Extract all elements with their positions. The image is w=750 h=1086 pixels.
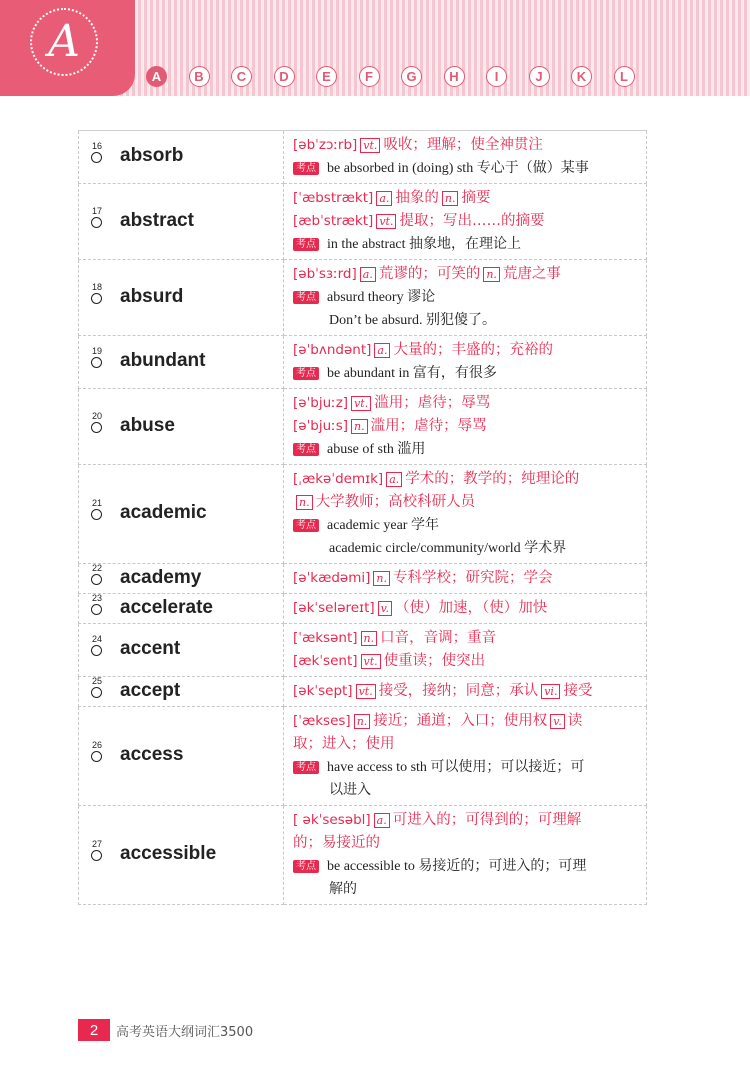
alphabet-letter-a[interactable]: A (146, 66, 167, 87)
key-point-badge: 考点 (293, 519, 319, 532)
vocab-entry-row (79, 389, 647, 465)
part-of-speech-badge: a. (374, 343, 390, 358)
meaning-text: （使）加速，（使）加快 (395, 600, 548, 616)
definition-line (293, 627, 636, 650)
headword: accent (120, 638, 181, 659)
headword-block (80, 807, 282, 903)
vocab-entry-row (79, 806, 647, 905)
meaning-text: 抽象的 (395, 190, 439, 206)
definition-cell (284, 131, 647, 184)
meaning-text: 荒唐之事 (502, 266, 561, 282)
meaning-text: 大学教师；高校科研人员 (315, 494, 476, 510)
phonetic: [əˈkædəmi] (293, 570, 371, 586)
alphabet-letter-g[interactable]: G (401, 66, 422, 87)
key-point-badge: 考点 (293, 291, 319, 304)
checkbox-circle-icon[interactable] (91, 357, 102, 368)
definition-line (293, 832, 636, 855)
part-of-speech-badge: a. (374, 813, 390, 828)
alphabet-letter-b[interactable]: B (189, 66, 210, 87)
part-of-speech-badge: v. (550, 714, 564, 729)
definition-cell (284, 389, 647, 465)
headword-cell (79, 260, 284, 336)
part-of-speech-badge: vt. (351, 396, 371, 411)
key-point-line (293, 362, 636, 385)
meaning-text: 口音，音调；重音 (380, 630, 497, 646)
key-point-badge: 考点 (293, 367, 319, 380)
phonetic: [əkˈsept] (293, 683, 353, 699)
definition-line (293, 134, 636, 157)
alphabet-letter-j[interactable]: J (529, 66, 550, 87)
definition-line (293, 392, 636, 415)
vocab-entry-row (79, 677, 647, 707)
headword-block (80, 675, 282, 705)
meaning-text: 专科学校；研究院；学会 (393, 570, 553, 586)
key-point-badge: 考点 (293, 238, 319, 251)
checkbox-circle-icon[interactable] (91, 574, 102, 585)
entry-number: 17 (92, 205, 103, 216)
headword-cell (79, 564, 284, 594)
key-point-text: have access to sth 可以使用；可以接近；可 (327, 760, 585, 775)
headword-cell (79, 389, 284, 465)
checkbox-circle-icon[interactable] (91, 217, 102, 228)
headword: absurd (120, 285, 184, 307)
key-point-line (293, 286, 636, 309)
headword-cell (79, 624, 284, 677)
phonetic: [əˈbjuːz] (293, 395, 349, 411)
headword-cell (79, 184, 284, 260)
part-of-speech-badge: a. (376, 191, 392, 206)
checkbox-circle-icon[interactable] (91, 751, 102, 762)
alphabet-letter-k[interactable]: K (571, 66, 592, 87)
header-tab (0, 0, 135, 96)
meaning-text: 学术的；教学的；纯理论的 (405, 471, 580, 487)
definition-line (293, 263, 636, 286)
part-of-speech-badge: vi. (541, 684, 560, 699)
phonetic: [æbˈstrækt] (293, 213, 374, 229)
definition-cell (284, 184, 647, 260)
example-continuation: Don’t be absurd. 别犯傻了。 (329, 313, 496, 328)
checkbox-circle-icon[interactable] (91, 422, 102, 433)
phonetic: [əˈbʌndənt] (293, 342, 372, 358)
checkbox-circle-icon[interactable] (91, 687, 102, 698)
entry-number: 23 (92, 592, 103, 603)
entry-number: 27 (92, 839, 103, 849)
headword-block (80, 562, 282, 592)
headword-block (80, 625, 282, 675)
part-of-speech-badge: n. (296, 495, 313, 510)
key-point-text: be absorbed in (doing) sth 专心于（做）某事 (327, 161, 589, 176)
key-point-line (293, 756, 636, 779)
definition-cell (284, 260, 647, 336)
entry-number: 20 (92, 410, 103, 421)
key-point-badge: 考点 (293, 761, 319, 774)
part-of-speech-badge: a. (360, 267, 376, 282)
alphabet-index (146, 66, 656, 88)
key-point-line (293, 514, 636, 537)
headword-block (80, 592, 282, 622)
definition-line (293, 339, 636, 362)
alphabet-letter-c[interactable]: C (231, 66, 252, 87)
phonetic: [əbˈzɔːrb] (293, 137, 358, 153)
vocab-entry-row (79, 465, 647, 564)
meaning-text: 接受，接纳；同意；承认 (378, 683, 539, 699)
key-point-text: be accessible to 易接近的；可进入的；可理 (327, 859, 587, 874)
headword-cell (79, 707, 284, 806)
checkbox-circle-icon[interactable] (91, 152, 102, 163)
page-number: 2 (78, 1019, 110, 1041)
vocabulary-table (78, 130, 647, 905)
key-point-text: academic year 学年 (327, 518, 439, 533)
definition-cell (284, 677, 647, 707)
headword-block (80, 466, 282, 562)
checkbox-circle-icon[interactable] (91, 604, 102, 615)
entry-number: 16 (92, 141, 103, 151)
definition-cell (284, 624, 647, 677)
vocab-entry-row (79, 564, 647, 594)
alphabet-letter-d[interactable]: D (274, 66, 295, 87)
meaning-text: 接近；通道；入口；使用权 (373, 713, 548, 729)
alphabet-letter-i[interactable]: I (486, 66, 507, 87)
definition-cell (284, 564, 647, 594)
part-of-speech-badge: vt. (360, 138, 380, 153)
definition-line (293, 415, 636, 438)
phonetic: [əkˈseləreɪt] (293, 600, 375, 616)
phonetic: [ækˈsent] (293, 653, 358, 669)
key-point-text: in the abstract 抽象地，在理论上 (327, 237, 522, 252)
headword-block (80, 132, 282, 182)
headword: accelerate (120, 596, 213, 618)
phonetic: [əˈbjuːs] (293, 418, 349, 434)
part-of-speech-badge: vt. (376, 214, 396, 229)
headword: abstract (120, 209, 194, 231)
key-point-line (293, 233, 636, 256)
part-of-speech-badge: n. (354, 714, 371, 729)
definition-cell (284, 806, 647, 905)
vocab-entry-row (79, 707, 647, 806)
key-point-text: be abundant in 富有，有很多 (327, 366, 497, 381)
part-of-speech-badge: a. (386, 472, 402, 487)
phonetic: [əbˈsɜːrd] (293, 266, 357, 282)
headword: access (120, 744, 184, 765)
vocab-entry-row (79, 131, 647, 184)
key-point-badge: 考点 (293, 860, 319, 873)
alphabet-letter-f[interactable]: F (359, 66, 380, 87)
part-of-speech-badge: n. (483, 267, 500, 282)
key-point-line (293, 157, 636, 180)
definition-cell (284, 336, 647, 389)
meaning-text: 滥用；虐待；辱骂 (374, 395, 491, 411)
entry-number: 26 (92, 740, 103, 750)
meaning-text: 摘要 (461, 190, 491, 206)
headword: abundant (120, 350, 206, 371)
phonetic: [ˈækses] (293, 713, 351, 729)
phonetic: [ˈæbstrækt] (293, 190, 374, 206)
checkbox-circle-icon[interactable] (91, 509, 102, 520)
meaning-text: 大量的；丰盛的；充裕的 (393, 342, 553, 358)
letter-logo (30, 8, 98, 76)
definition-line (293, 710, 636, 733)
key-point-line (293, 855, 636, 878)
meaning-text: 提取；写出……的摘要 (399, 213, 545, 229)
headword: accept (120, 679, 181, 701)
headword: abuse (120, 414, 175, 436)
headword-cell (79, 677, 284, 707)
headword-cell (79, 465, 284, 564)
book-title: 高考英语大纲词汇3500 (116, 1024, 254, 1040)
meaning-text: 吸收；理解；使全神贯注 (383, 137, 543, 153)
key-point-badge: 考点 (293, 443, 319, 456)
part-of-speech-badge: vt. (356, 684, 376, 699)
key-point-badge: 考点 (293, 162, 319, 175)
entry-number: 19 (92, 346, 103, 356)
phonetic: [ əkˈsesəbl] (293, 812, 371, 828)
headword: absorb (120, 145, 184, 166)
definition-line (293, 210, 636, 233)
headword-cell (79, 806, 284, 905)
meaning-text: 使重读；使突出 (383, 653, 486, 669)
definition-line (293, 809, 636, 832)
meaning-text: 读 (567, 713, 583, 729)
definition-line (293, 567, 636, 590)
headword-block (80, 390, 282, 463)
vocab-entry-row (79, 260, 647, 336)
phonetic: [ˈæksənt] (293, 630, 358, 646)
headword-block (80, 261, 282, 334)
alphabet-letter-l[interactable]: L (614, 66, 635, 87)
text-continuation: 解的 (329, 882, 357, 897)
meaning-text: 取；进入；使用 (293, 736, 395, 752)
part-of-speech-badge: vt. (361, 654, 381, 669)
headword-cell (79, 336, 284, 389)
key-point-text: abuse of sth 滥用 (327, 442, 426, 457)
headword-block (80, 708, 282, 804)
meaning-text: 可进入的；可得到的；可理解 (392, 812, 582, 828)
meaning-text: 接受 (563, 683, 593, 699)
phonetic: [ˌækəˈdemɪk] (293, 471, 384, 487)
definition-line (293, 491, 636, 514)
definition-line (293, 680, 636, 703)
key-point-line (293, 438, 636, 461)
part-of-speech-badge: n. (351, 419, 368, 434)
example-continuation: academic circle/community/world 学术界 (329, 541, 567, 556)
vocab-entry-row (79, 336, 647, 389)
alphabet-letter-e[interactable]: E (316, 66, 337, 87)
entry-number: 24 (92, 634, 103, 644)
vocab-entry-row (79, 594, 647, 624)
definition-line (293, 597, 636, 620)
meaning-text: 荒谬的；可笑的 (378, 266, 481, 282)
headword: academy (120, 566, 202, 588)
headword-block (80, 337, 282, 387)
part-of-speech-badge: n. (373, 571, 390, 586)
definition-line (293, 733, 636, 756)
definition-cell (284, 594, 647, 624)
definition-cell (284, 707, 647, 806)
definition-line (293, 187, 636, 210)
part-of-speech-badge: n. (442, 191, 459, 206)
definition-line (293, 650, 636, 673)
entry-number: 25 (92, 675, 103, 686)
page-footer (78, 1019, 253, 1041)
entry-number: 18 (92, 281, 103, 292)
headword-cell (79, 131, 284, 184)
checkbox-circle-icon[interactable] (91, 293, 102, 304)
checkbox-circle-icon[interactable] (91, 850, 102, 861)
headword: academic (120, 502, 207, 523)
logo-letter: A (48, 16, 80, 67)
headword-block (80, 185, 282, 258)
alphabet-letter-h[interactable]: H (444, 66, 465, 87)
headword: accessible (120, 843, 217, 864)
part-of-speech-badge: n. (361, 631, 378, 646)
vocab-entry-row (79, 184, 647, 260)
text-continuation: 以进入 (329, 783, 371, 798)
vocab-entry-row (79, 624, 647, 677)
checkbox-circle-icon[interactable] (91, 645, 102, 656)
key-point-text: absurd theory 谬论 (327, 290, 436, 305)
entry-number: 22 (92, 562, 103, 573)
definition-cell (284, 465, 647, 564)
meaning-text: 滥用；虐待；辱骂 (370, 418, 487, 434)
part-of-speech-badge: v. (378, 601, 392, 616)
headword-cell (79, 594, 284, 624)
entry-number: 21 (92, 498, 103, 508)
definition-line (293, 468, 636, 491)
meaning-text: 的；易接近的 (293, 835, 380, 851)
